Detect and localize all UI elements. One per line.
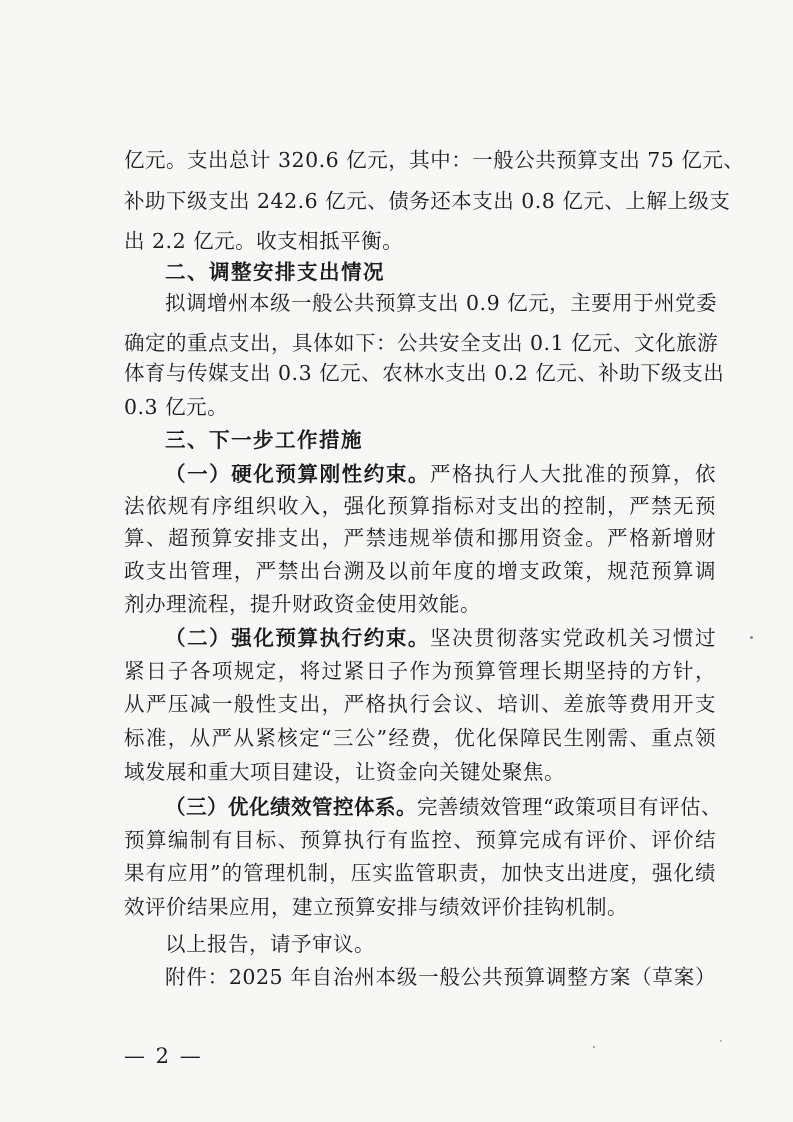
body-text-line: 体育与传媒支出 0.3 亿元、农林水支出 0.2 亿元、补助下级支出 <box>124 361 725 385</box>
measure-3-text: 完善绩效管理“政策项目有评估、 <box>417 795 722 819</box>
section-heading-2: 二、调整安排支出情况 <box>165 260 385 284</box>
body-text-line: 标准，从严从紧核定“三公”经费，优化保障民生刚需、重点领 <box>124 726 716 750</box>
body-text-line: 政支出管理，严禁出台溯及以前年度的增支政策，规范预算调 <box>124 559 716 583</box>
body-text-line: 效评价结果应用，建立预算安排与绩效评价挂钩机制。 <box>124 895 628 919</box>
body-text-line: 亿元。支出总计 320.6 亿元，其中：一般公共预算支出 75 亿元、 <box>124 148 745 172</box>
body-text-line: 出 2.2 亿元。收支相抵平衡。 <box>124 229 404 253</box>
measure-3-first-line <box>165 792 722 822</box>
body-text-line: 补助下级支出 242.6 亿元、债务还本支出 0.8 亿元、上解上级支 <box>124 189 731 213</box>
body-text-line: 法依规有序组织收入，强化预算指标对支出的控制，严禁无预 <box>124 494 716 518</box>
scan-speck <box>750 636 753 639</box>
body-text-line: 拟调增州本级一般公共预算支出 0.9 亿元，主要用于州党委 <box>165 291 718 315</box>
measure-1-text: 严格执行人大批准的预算，依 <box>430 462 716 486</box>
measure-2-title: （二）强化预算执行约束。 <box>165 626 430 650</box>
closing-text: 以上报告，请予审议。 <box>165 932 375 956</box>
scan-speck <box>593 1046 595 1048</box>
body-text-line: 紧日子各项规定，将过紧日子作为预算管理长期坚持的方针， <box>124 659 716 683</box>
section-heading-3: 三、下一步工作措施 <box>165 428 363 452</box>
body-text-line: 从严压减一般性支出，严格执行会议、培训、差旅等费用开支 <box>124 692 716 716</box>
attachment-note: 附件：2025 年自治州本级一般公共预算调整方案（草案） <box>165 965 716 989</box>
page-number: — 2 — <box>124 1044 203 1068</box>
measure-1-first-line <box>165 459 716 489</box>
body-text-line: 预算编制有目标、预算执行有监控、预算完成有评价、评价结 <box>124 828 716 852</box>
measure-3-title: （三）优化绩效管控体系。 <box>165 795 417 819</box>
scan-speck <box>720 1040 722 1042</box>
body-text-line: 确定的重点支出，具体如下：公共安全支出 0.1 亿元、文化旅游 <box>124 331 719 355</box>
measure-1-title: （一）硬化预算刚性约束。 <box>165 462 430 486</box>
measure-2-first-line <box>165 623 716 653</box>
body-text-line: 域发展和重大项目建设，让资金向关键处聚焦。 <box>124 760 565 784</box>
body-text-line: 算、超预算安排支出，严禁违规举债和挪用资金。严格新增财 <box>124 526 716 550</box>
measure-2-text: 坚决贯彻落实党政机关习惯过 <box>430 626 716 650</box>
body-text-line: 0.3 亿元。 <box>124 395 229 419</box>
body-text-line: 剂办理流程，提升财政资金使用效能。 <box>124 592 481 616</box>
body-text-line: 果有应用”的管理机制，压实监管职责，加快支出进度，强化绩 <box>124 861 716 885</box>
